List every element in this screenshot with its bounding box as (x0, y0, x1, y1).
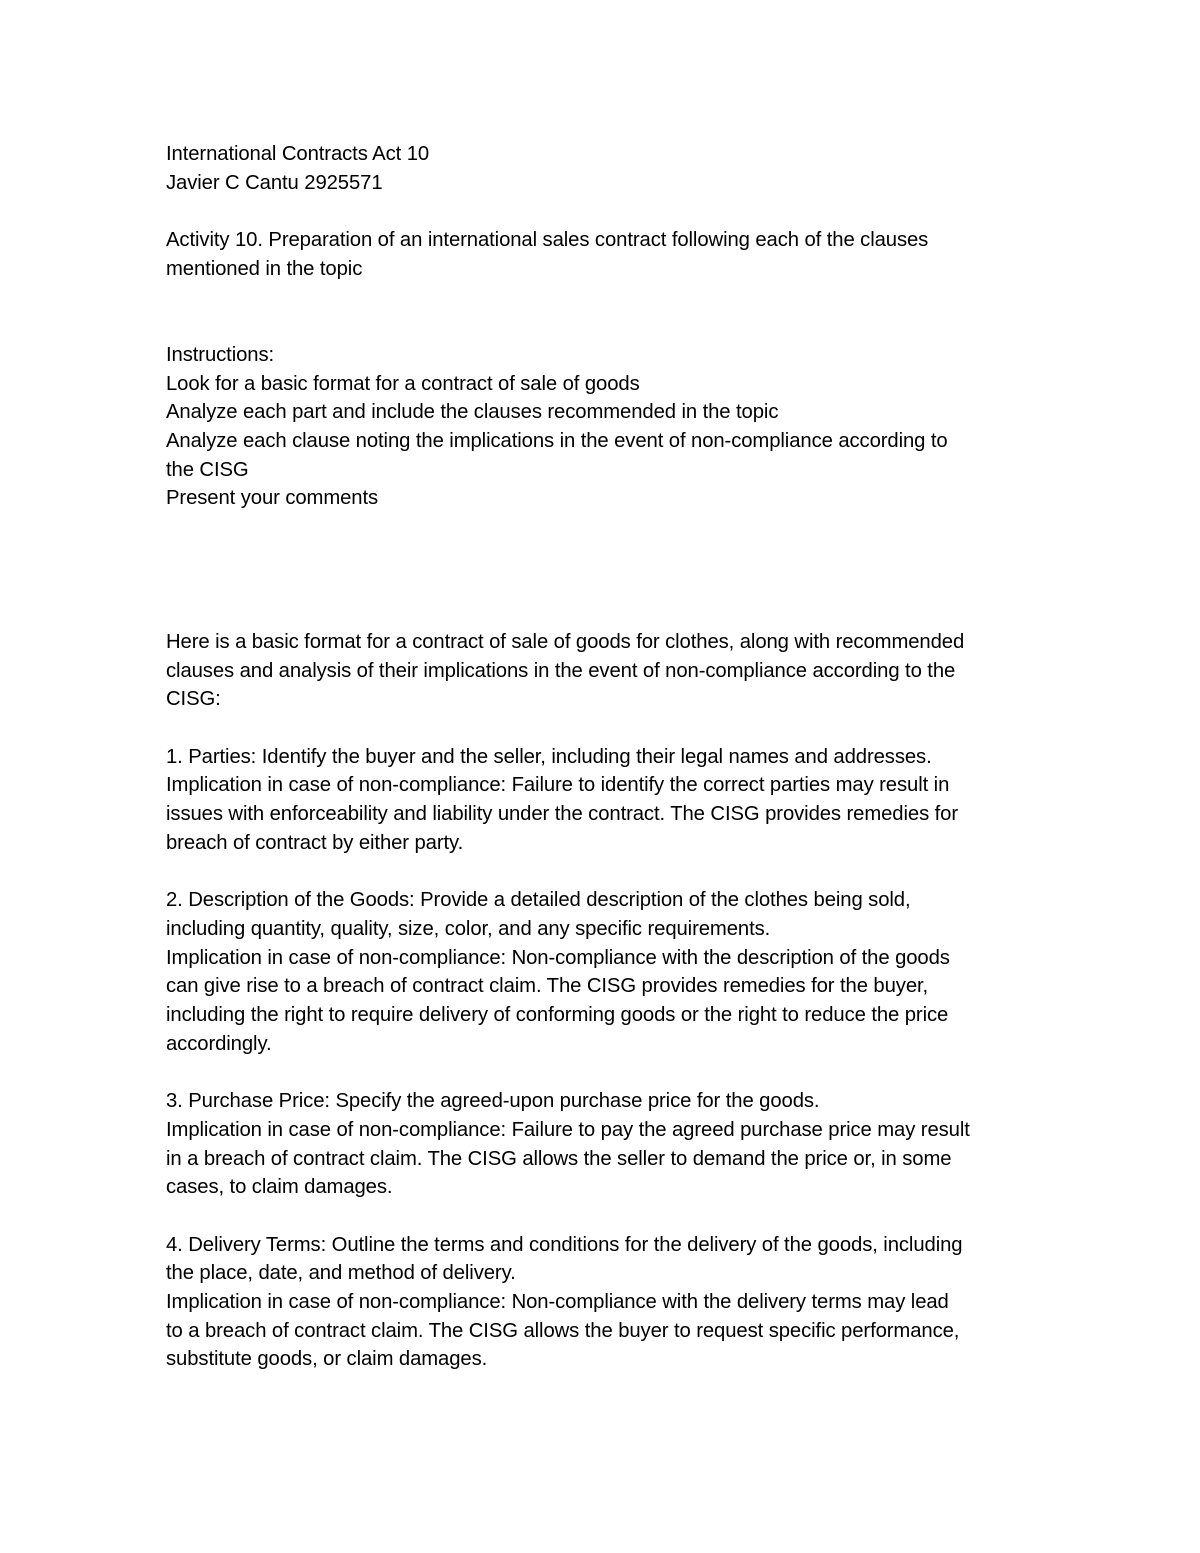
intro-line: clauses and analysis of their implications in the event of non-compliance according to the (166, 659, 956, 682)
activity-line: Activity 10. Preparation of an international sales contract following each of the clauses (166, 229, 929, 252)
clause-line: issues with enforceability and liability under the contract. The CISG provides remedies for (166, 803, 959, 826)
clause-line: in a breach of contract claim. The CISG allows the seller to demand the price or, in some (166, 1147, 952, 1170)
spacer (166, 714, 1046, 743)
instructions-heading: Instructions: (166, 343, 275, 366)
instructions-section (166, 341, 1046, 513)
clause-line: 2. Description of the Goods: Provide a detailed description of the clothes being sold, (166, 889, 911, 912)
clause-line: Implication in case of non-compliance: Failure to identify the correct parties may result in (166, 774, 950, 797)
clause-parties (166, 743, 1046, 858)
document-title: International Contracts Act 10 (166, 143, 430, 165)
clause-line: can give rise to a breach of contract claim. The CISG provides remedies for the buyer, (166, 975, 929, 998)
spacer (166, 513, 1046, 628)
instruction-item: Analyze each clause noting the implications in the event of non-compliance according to (166, 430, 948, 452)
clause-line: 4. Delivery Terms: Outline the terms and conditions for the delivery of the goods, including (166, 1233, 963, 1256)
clause-line: breach of contract by either party. (166, 831, 464, 854)
spacer (166, 284, 1046, 341)
intro-line: Here is a basic format for a contract of sale of goods for clothes, along with recommended (166, 630, 965, 653)
clause-line: accordingly. (166, 1032, 272, 1055)
clauses-list (166, 743, 1046, 1374)
clause-line: substitute goods, or claim damages. (166, 1348, 488, 1371)
instruction-item: the CISG (166, 458, 249, 481)
intro-line: CISG: (166, 688, 221, 711)
instruction-item: Look for a basic format for a contract of sale of goods (166, 372, 640, 395)
instruction-item: Analyze each part and include the clauses recommended in the topic (166, 401, 779, 424)
clause-line: 3. Purchase Price: Specify the agreed-upon purchase price for the goods. (166, 1090, 820, 1113)
clause-delivery-terms (166, 1231, 1046, 1375)
activity-description (166, 226, 1046, 283)
document-body (166, 140, 1046, 1374)
clause-line: including the right to require delivery of conforming goods or the right to reduce the price (166, 1004, 949, 1027)
clause-purchase-price (166, 1087, 1046, 1202)
activity-line: mentioned in the topic (166, 257, 363, 280)
clause-line: including quantity, quality, size, color, and any specific requirements. (166, 917, 771, 940)
document-header (166, 140, 1046, 197)
clause-line: Implication in case of non-compliance: Failure to pay the agreed purchase price may result (166, 1118, 970, 1141)
clause-line: Implication in case of non-compliance: Non-compliance with the description of the goods (166, 946, 950, 969)
clause-description-of-goods (166, 886, 1046, 1058)
spacer (166, 197, 1046, 226)
intro-paragraph (166, 628, 1046, 714)
author-line: Javier C Cantu 2925571 (166, 171, 383, 194)
clause-line: to a breach of contract claim. The CISG allows the buyer to request specific performance, (166, 1319, 960, 1342)
instruction-item: Present your comments (166, 487, 379, 510)
clause-line: Implication in case of non-compliance: Non-compliance with the delivery terms may lead (166, 1291, 949, 1314)
clause-line: 1. Parties: Identify the buyer and the seller, including their legal names and addresses. (166, 745, 932, 768)
clause-line: the place, date, and method of delivery. (166, 1262, 516, 1285)
clause-line: cases, to claim damages. (166, 1176, 393, 1199)
